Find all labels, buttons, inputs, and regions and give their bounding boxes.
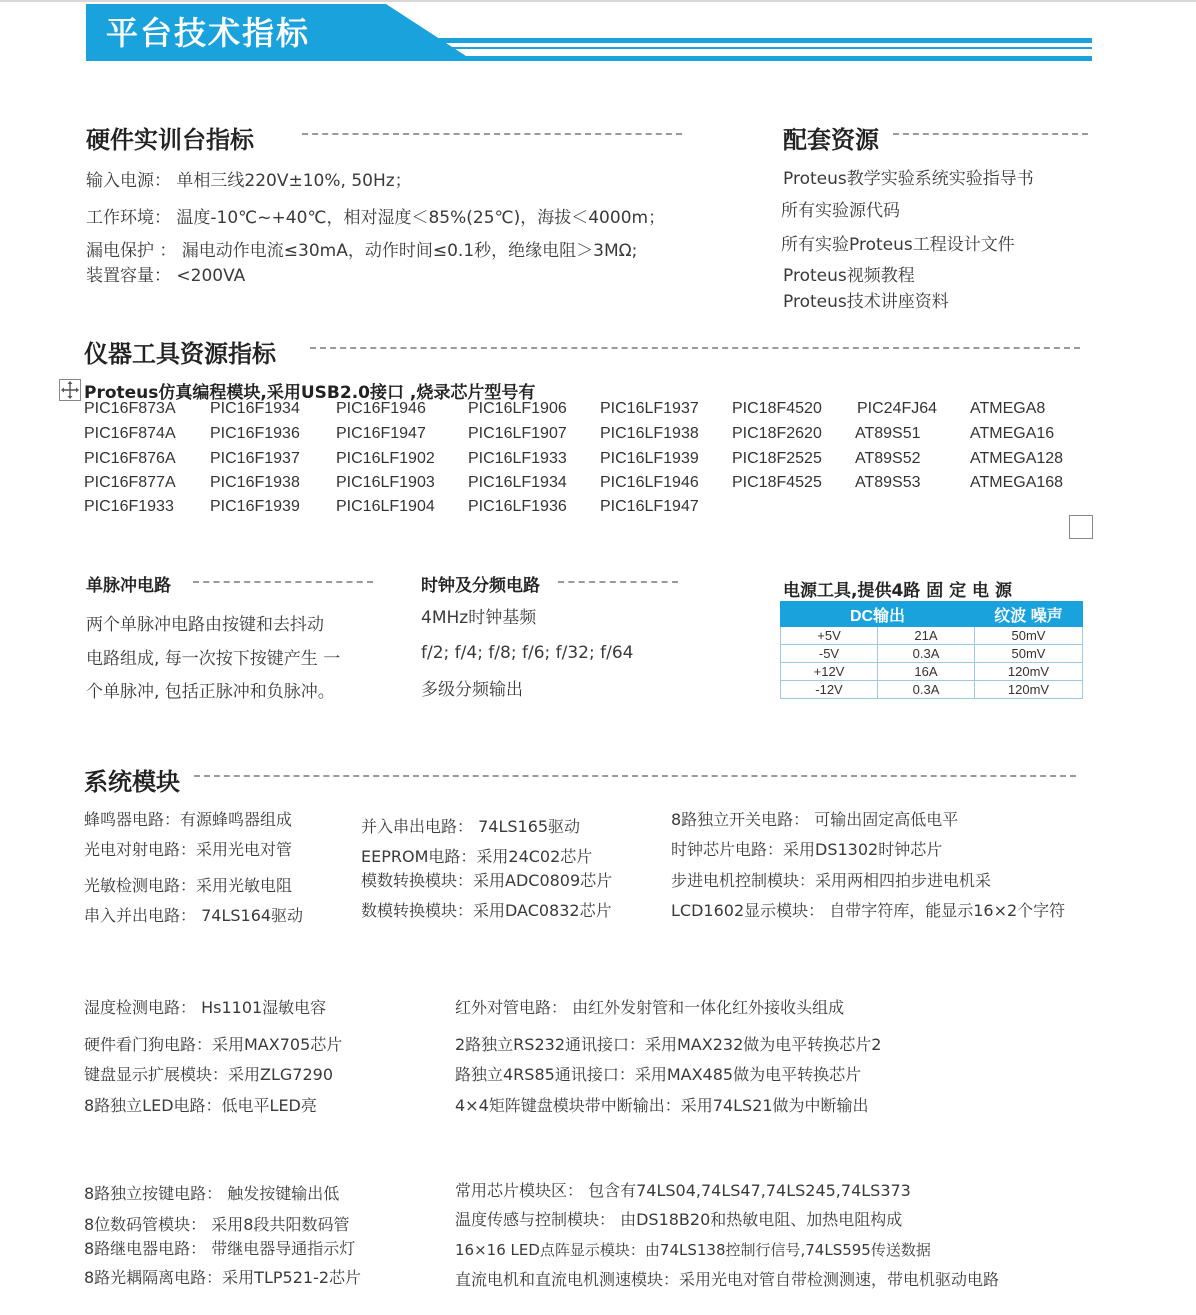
- chip-model: PIC16F876A: [84, 450, 176, 467]
- chip-model: PIC16F1939: [210, 498, 300, 513]
- module-item: 并入串出电路： 74LS165驱动: [361, 817, 581, 836]
- module-item: 光电对射电路：采用光电对管: [84, 840, 293, 859]
- module-item: 8路光耦隔离电路：采用TLP521-2芯片: [84, 1268, 362, 1287]
- chip-model: PIC16LF1933: [468, 450, 567, 467]
- chip-model: PIC16F1936: [210, 425, 300, 442]
- heading-divider: [893, 133, 1088, 135]
- ripple-cell: 120mV: [975, 681, 1083, 699]
- module-item: 串入并出电路： 74LS164驱动: [84, 906, 304, 925]
- module-item: 硬件看门狗电路：采用MAX705芯片: [84, 1035, 343, 1054]
- module-item: 4×4矩阵键盘模块带中断输出：采用74LS21做为中断输出: [455, 1096, 869, 1115]
- chip-model: PIC16LF1902: [336, 450, 435, 467]
- chip-row-clipped: [80, 495, 740, 513]
- power-table: [780, 601, 1083, 699]
- chip-model: PIC16LF1938: [600, 425, 699, 442]
- module-item: 8路独立开关电路： 可输出固定高低电平: [671, 810, 959, 829]
- hardware-line: 工作环境： 温度-10℃~+40℃，相对湿度＜85%(25℃)，海拔＜4000m；: [86, 208, 666, 228]
- clock-heading: 时钟及分频电路: [421, 576, 540, 596]
- current-cell: 21A: [878, 627, 975, 645]
- module-item: 2路独立RS232通讯接口：采用MAX232做为电平转换芯片2: [455, 1035, 882, 1054]
- top-border: [0, 0, 1196, 2]
- ripple-noise-header: 纹波 噪声: [975, 602, 1083, 627]
- voltage-cell: -12V: [781, 681, 878, 699]
- resource-item: Proteus教学实验系统实验指导书: [783, 169, 1034, 189]
- current-cell: 0.3A: [878, 681, 975, 699]
- heading-divider: [193, 581, 373, 583]
- chip-model: PIC16F1937: [210, 450, 300, 467]
- single-pulse-heading: 单脉冲电路: [86, 576, 171, 596]
- module-item: 键盘显示扩展模块：采用ZLG7290: [84, 1065, 333, 1084]
- current-cell: 16A: [878, 663, 975, 681]
- system-heading: 系统模块: [84, 768, 180, 796]
- hardware-line: 装置容量： <200VA: [86, 266, 246, 286]
- chip-model: AT89S53: [855, 474, 921, 491]
- chip-model: PIC16F1946: [336, 400, 426, 417]
- chip-model: PIC16F1947: [336, 425, 426, 442]
- instruments-heading: 仪器工具资源指标: [84, 340, 276, 368]
- module-item: EEPROM电路：采用24C02芯片: [361, 847, 593, 866]
- clock-line: 多级分频输出: [421, 680, 523, 700]
- chip-model: PIC18F2620: [732, 425, 822, 442]
- module-item: 步进电机控制模块：采用两相四拍步进电机采: [671, 871, 992, 890]
- heading-divider: [194, 775, 1076, 777]
- hardware-heading: 硬件实训台指标: [86, 126, 254, 154]
- single-pulse-line: 两个单脉冲电路由按键和去抖动: [86, 615, 324, 635]
- ripple-cell: 50mV: [975, 645, 1083, 663]
- module-item: 光敏检测电路：采用光敏电阻: [84, 876, 293, 895]
- voltage-cell: +5V: [781, 627, 878, 645]
- chip-model: PIC18F4520: [732, 400, 822, 417]
- banner-rule: [386, 38, 1092, 43]
- table-row: [781, 681, 1083, 699]
- chip-model: ATMEGA16: [970, 425, 1055, 442]
- chip-model: PIC16F1933: [84, 498, 174, 513]
- single-pulse-line: 电路组成, 每一次按下按键产生 一: [86, 649, 341, 669]
- module-item: 数模转换模块：采用DAC0832芯片: [361, 901, 612, 920]
- move-handle-icon[interactable]: [59, 379, 81, 401]
- page-title: 平台技术指标: [106, 14, 311, 52]
- module-item: 直流电机和直流电机测速模块：采用光电对管自带检测测速，带电机驱动电路: [455, 1270, 1000, 1289]
- clock-line: 4MHz时钟基频: [421, 608, 537, 628]
- chip-model: PIC16LF1903: [336, 474, 435, 491]
- chip-model: PIC16LF1906: [468, 400, 567, 417]
- heading-divider: [558, 581, 678, 583]
- resources-heading: 配套资源: [783, 126, 879, 154]
- module-item: 8位数码管模块： 采用8段共阳数码管: [84, 1215, 350, 1234]
- ripple-cell: 50mV: [975, 627, 1083, 645]
- chip-model: PIC16LF1936: [468, 498, 567, 513]
- single-pulse-line: 个单脉冲, 包括正脉冲和负脉冲。: [86, 682, 335, 702]
- chip-model: AT89S52: [855, 450, 921, 467]
- power-heading: 电源工具,提供4路 固 定 电 源: [783, 581, 1012, 601]
- chip-model: ATMEGA168: [970, 474, 1064, 491]
- module-item: 常用芯片模块区： 包含有74LS04,74LS47,74LS245,74LS373: [455, 1181, 911, 1200]
- module-item: 模数转换模块：采用ADC0809芯片: [361, 871, 613, 890]
- banner-rule: [86, 56, 1092, 61]
- ripple-cell: 120mV: [975, 663, 1083, 681]
- module-item: 8路继电器电路： 带继电器导通指示灯: [84, 1239, 356, 1258]
- voltage-cell: -5V: [781, 645, 878, 663]
- heading-divider: [310, 347, 1080, 349]
- table-row: [781, 645, 1083, 663]
- clock-line: f/2; f/4; f/8; f/6; f/32; f/64: [421, 643, 634, 663]
- resource-item: Proteus视频教程: [783, 266, 915, 286]
- chip-model: PIC16LF1907: [468, 425, 567, 442]
- resource-item: Proteus技术讲座资料: [783, 292, 949, 312]
- table-header-row: [781, 602, 1083, 627]
- chip-model: PIC16F874A: [84, 425, 176, 442]
- chip-model: PIC16LF1947: [600, 498, 699, 513]
- module-item: 温度传感与控制模块： 由DS18B20和热敏电阻、加热电阻构成: [455, 1210, 903, 1229]
- module-item: 8路独立按键电路： 触发按键输出低: [84, 1184, 340, 1203]
- chip-model: PIC16F877A: [84, 474, 176, 491]
- chip-model: PIC16F1938: [210, 474, 300, 491]
- chip-model: ATMEGA128: [970, 450, 1064, 467]
- chip-model: AT89S51: [855, 425, 921, 442]
- chip-model: PIC16F873A: [84, 400, 176, 417]
- module-item: 8路独立LED电路：低电平LED亮: [84, 1096, 317, 1115]
- section-banner: [86, 4, 1092, 60]
- heading-divider: [302, 133, 682, 135]
- chip-model: PIC16LF1939: [600, 450, 699, 467]
- module-item: 16×16 LED点阵显示模块：由74LS138控制行信号,74LS595传送数据: [455, 1241, 931, 1259]
- table-row: [781, 627, 1083, 645]
- module-item: 时钟芯片电路：采用DS1302时钟芯片: [671, 840, 943, 859]
- programmer-subheading: Proteus仿真编程模块,采用USB2.0接口 ,烧录芯片型号有: [84, 383, 536, 403]
- chip-model: PIC16LF1937: [600, 400, 699, 417]
- hardware-line: 输入电源： 单相三线220V±10%, 50Hz；: [86, 171, 412, 191]
- chip-model: PIC16F1934: [210, 400, 300, 417]
- dc-output-header: DC输出: [781, 602, 975, 627]
- module-item: 湿度检测电路： Hs1101湿敏电容: [84, 998, 327, 1017]
- current-cell: 0.3A: [878, 645, 975, 663]
- chip-model: PIC18F2525: [732, 450, 822, 467]
- chip-model: PIC16LF1904: [336, 498, 435, 513]
- module-item: 蜂鸣器电路：有源蜂鸣器组成: [84, 810, 293, 829]
- checkbox[interactable]: [1069, 515, 1093, 539]
- chip-model: PIC16LF1934: [468, 474, 567, 491]
- banner-rule: [386, 47, 1092, 49]
- module-item: LCD1602显示模块： 自带字符库，能显示16×2个字符: [671, 901, 1066, 920]
- chip-model: PIC16LF1946: [600, 474, 699, 491]
- resource-item: 所有实验源代码: [781, 201, 900, 221]
- resource-item: 所有实验Proteus工程设计文件: [781, 235, 1015, 255]
- voltage-cell: +12V: [781, 663, 878, 681]
- chip-model: PIC18F4525: [732, 474, 822, 491]
- chip-model: PIC24FJ64: [857, 400, 938, 417]
- module-item: 路独立4RS85通讯接口：采用MAX485做为电平转换芯片: [455, 1065, 862, 1084]
- module-item: 红外对管电路： 由红外发射管和一体化红外接收头组成: [455, 998, 845, 1017]
- table-row: [781, 663, 1083, 681]
- hardware-line: 漏电保护 ： 漏电动作电流≤30mA，动作时间≤0.1秒，绝缘电阻＞3MΩ;: [86, 241, 638, 261]
- chip-model: ATMEGA8: [970, 400, 1046, 417]
